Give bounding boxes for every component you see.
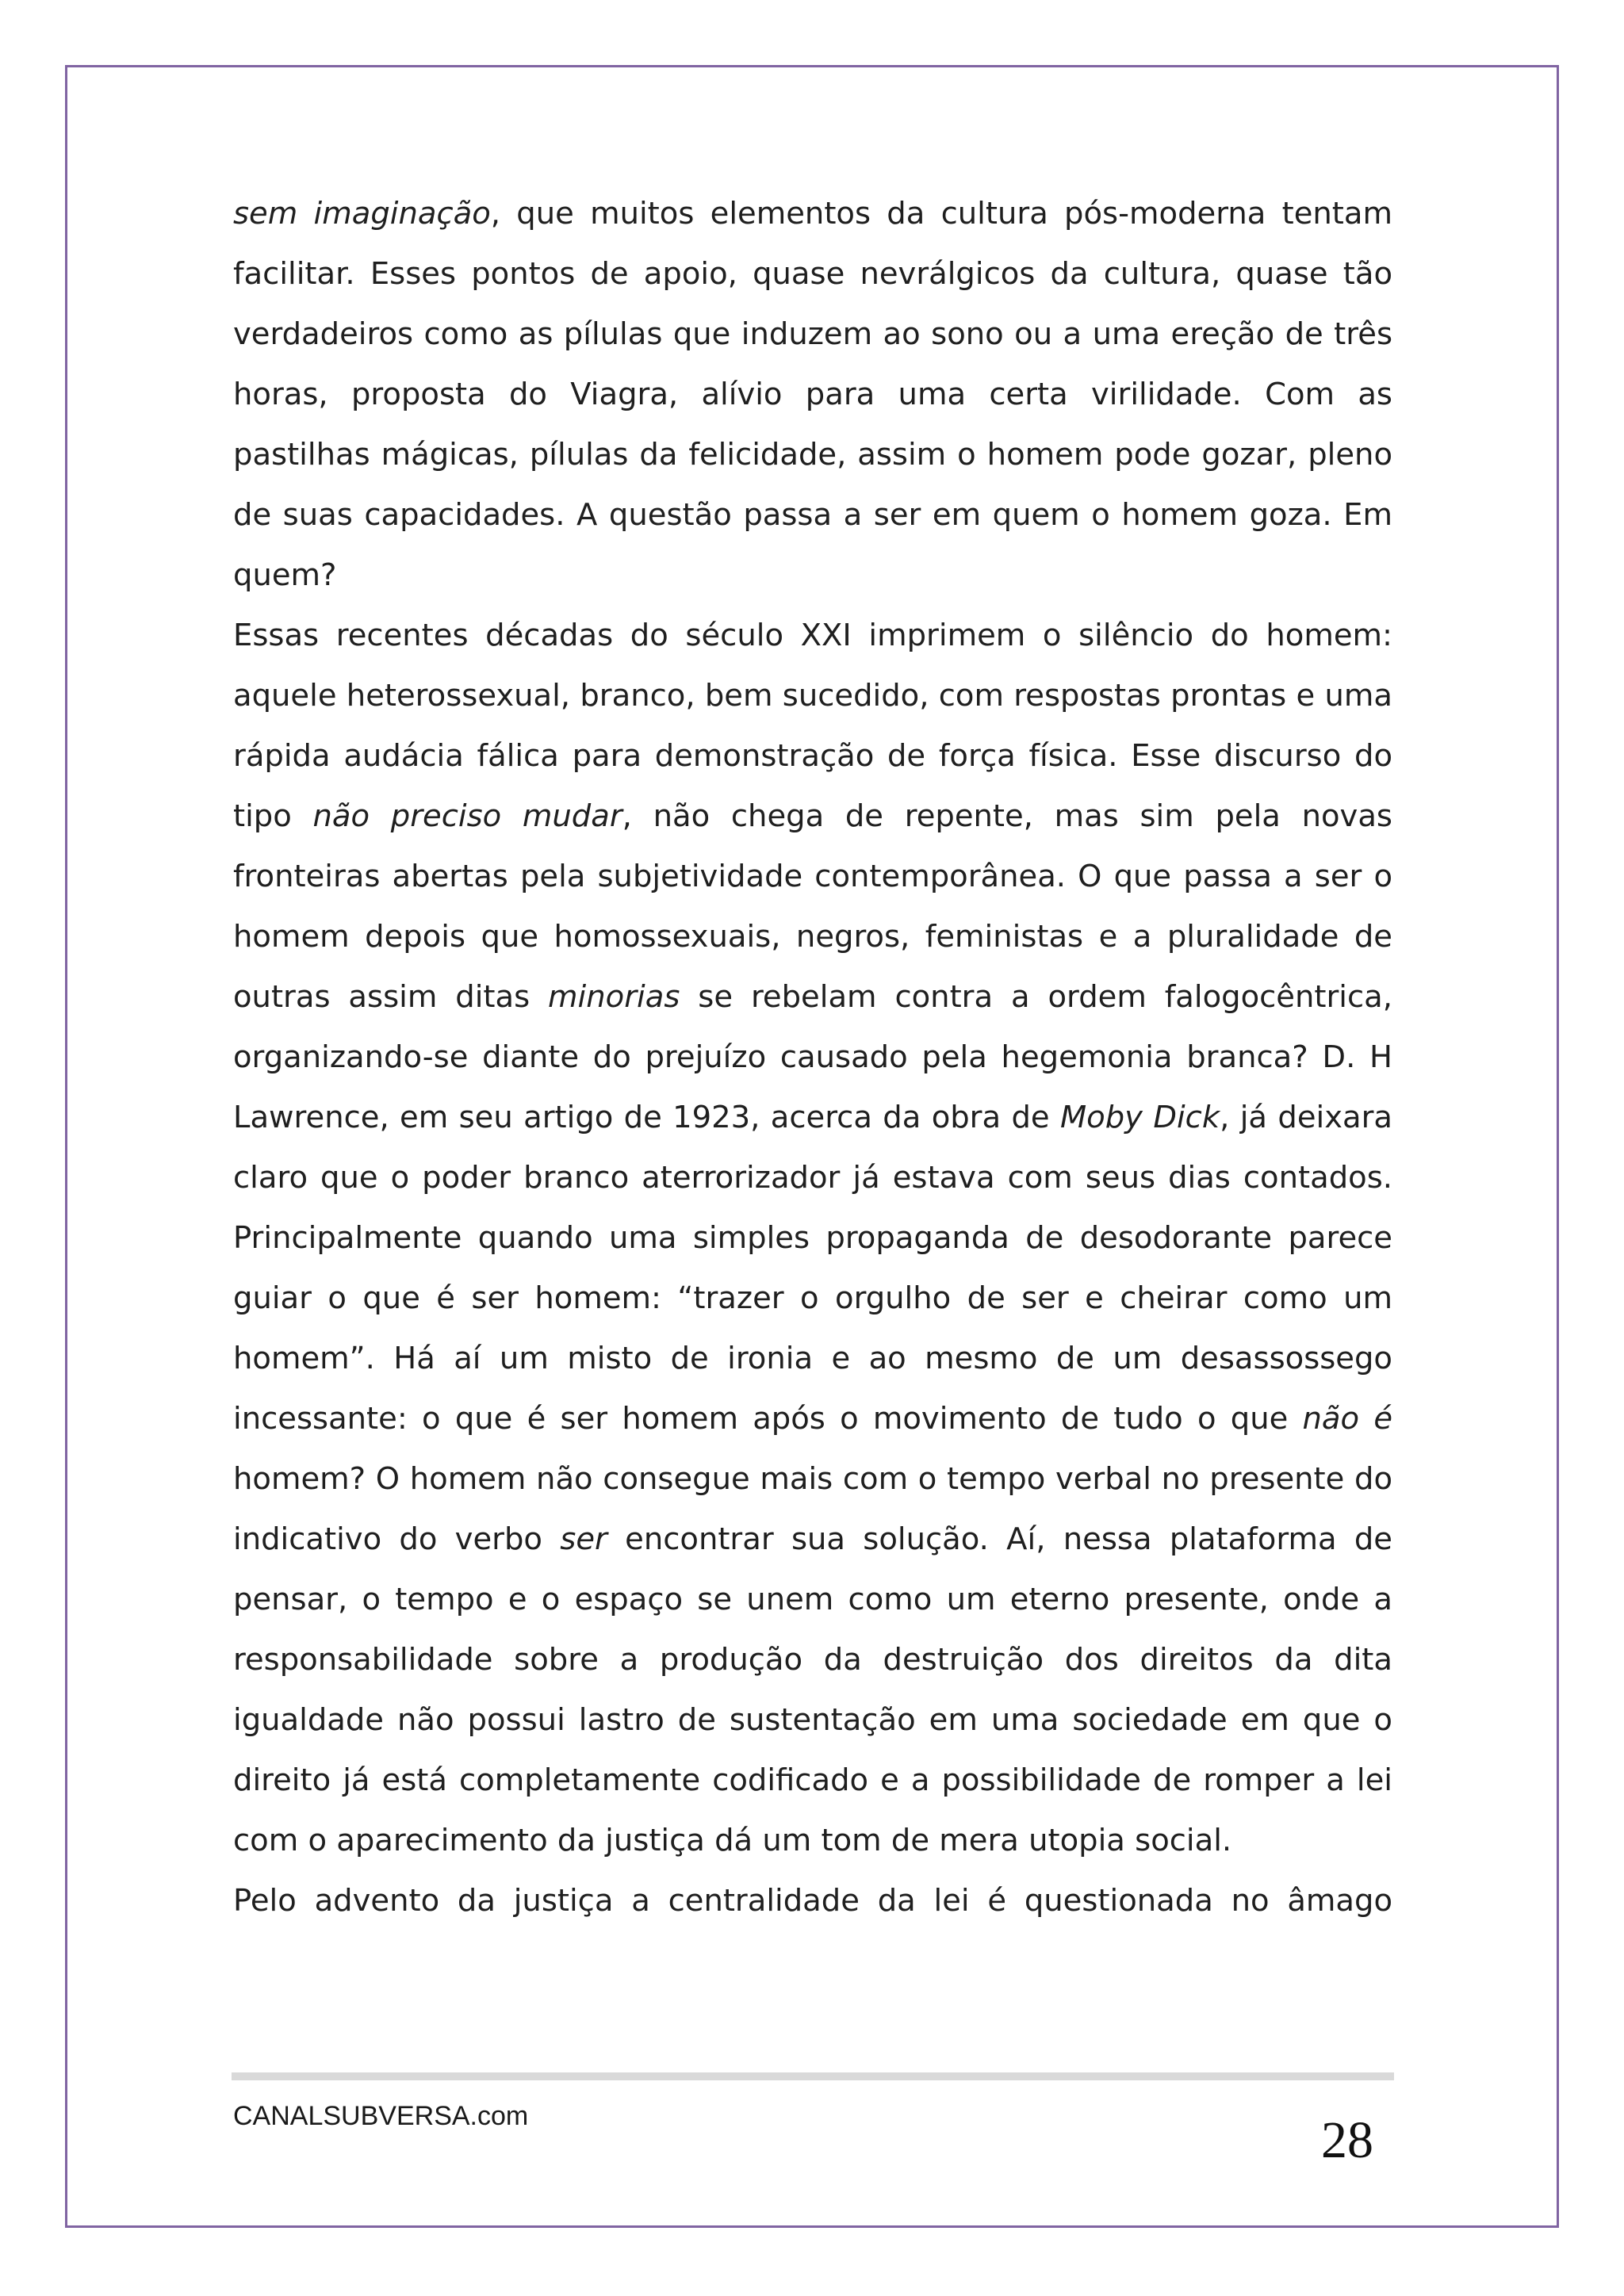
paragraph-text: encontrar sua solução. Aí, nessa plataforma de pensar, o tempo e o espaço se unem como um eterno presente, onde a responsabilidade sobre a produção da destruição dos direitos da dita igualdade não possui lastro de sustentação em uma sociedade em que o direito já está completamente codificado e a possibilidade de romper a lei com o aparecimento da justiça dá um tom de mera utopia social. bbox=[233, 1521, 1392, 1858]
paragraph-text: , não chega de repente, mas sim pela novas fronteiras abertas pela subjetividade contemporânea. O que passa a ser o homem depois que homossexuais, negros, feministas e a pluralidade de outras assim ditas bbox=[233, 798, 1392, 1015]
body-text bbox=[233, 184, 1392, 1931]
italic-phrase: minorias bbox=[548, 979, 680, 1015]
footer-site-name: CANALSUBVERSA.com bbox=[233, 2101, 529, 2131]
italic-phrase: não é bbox=[1302, 1401, 1392, 1437]
paragraph-2 bbox=[233, 606, 1392, 1871]
page-number: 28 bbox=[1321, 2111, 1373, 2169]
paragraph-3 bbox=[233, 1871, 1392, 1931]
italic-phrase: não preciso mudar bbox=[312, 798, 622, 834]
paragraph-text: Essas recentes décadas do século XXI imprimem o silêncio do homem: aquele heterossexual, branco, bem sucedido, com respostas prontas e uma rápida audácia fálica para demonstração de força física. Esse discurso do tipo bbox=[233, 618, 1392, 834]
paragraph-text: , que muitos elementos da cultura pós-moderna tentam facilitar. Esses pontos de apoio, quase nevrálgicos da cultura, quase tão verdadeiros como as pílulas que induzem ao sono ou a uma ereção de três horas, proposta do Viagra, alívio para uma certa virilidade. Com as pastilhas mágicas, pílulas da felicidade, assim o homem pode gozar, pleno de suas capacidades. A questão passa a ser em quem o homem goza. Em quem? bbox=[233, 196, 1392, 593]
paragraph-1 bbox=[233, 184, 1392, 606]
paragraph-text: se rebelam contra a ordem falogocêntrica, organizando-se diante do prejuízo causado pela hegemonia branca? D. H Lawrence, em seu artigo de 1923, acerca da obra de bbox=[233, 979, 1392, 1135]
italic-phrase: sem imaginação bbox=[233, 196, 491, 232]
footer-divider bbox=[232, 2072, 1394, 2080]
italic-phrase: ser bbox=[560, 1521, 607, 1557]
paragraph-text: , já deixara claro que o poder branco aterrorizador já estava com seus dias contados. Principalmente quando uma simples propaganda de desodorante parece guiar o que é ser homem: “trazer o orgulho de ser e cheirar como um homem”. Há aí um misto de ironia e ao mesmo de um desassossego incessante: o que é ser homem após o movimento de tudo o que bbox=[233, 1100, 1393, 1437]
paragraph-text: homem? O homem não consegue mais com o tempo verbal no presente do indicativo do verbo bbox=[233, 1461, 1392, 1557]
italic-phrase: Moby Dick bbox=[1059, 1100, 1220, 1135]
paragraph-text: Pelo advento da justiça a centralidade da lei é questionada no âmago bbox=[233, 1883, 1392, 1919]
